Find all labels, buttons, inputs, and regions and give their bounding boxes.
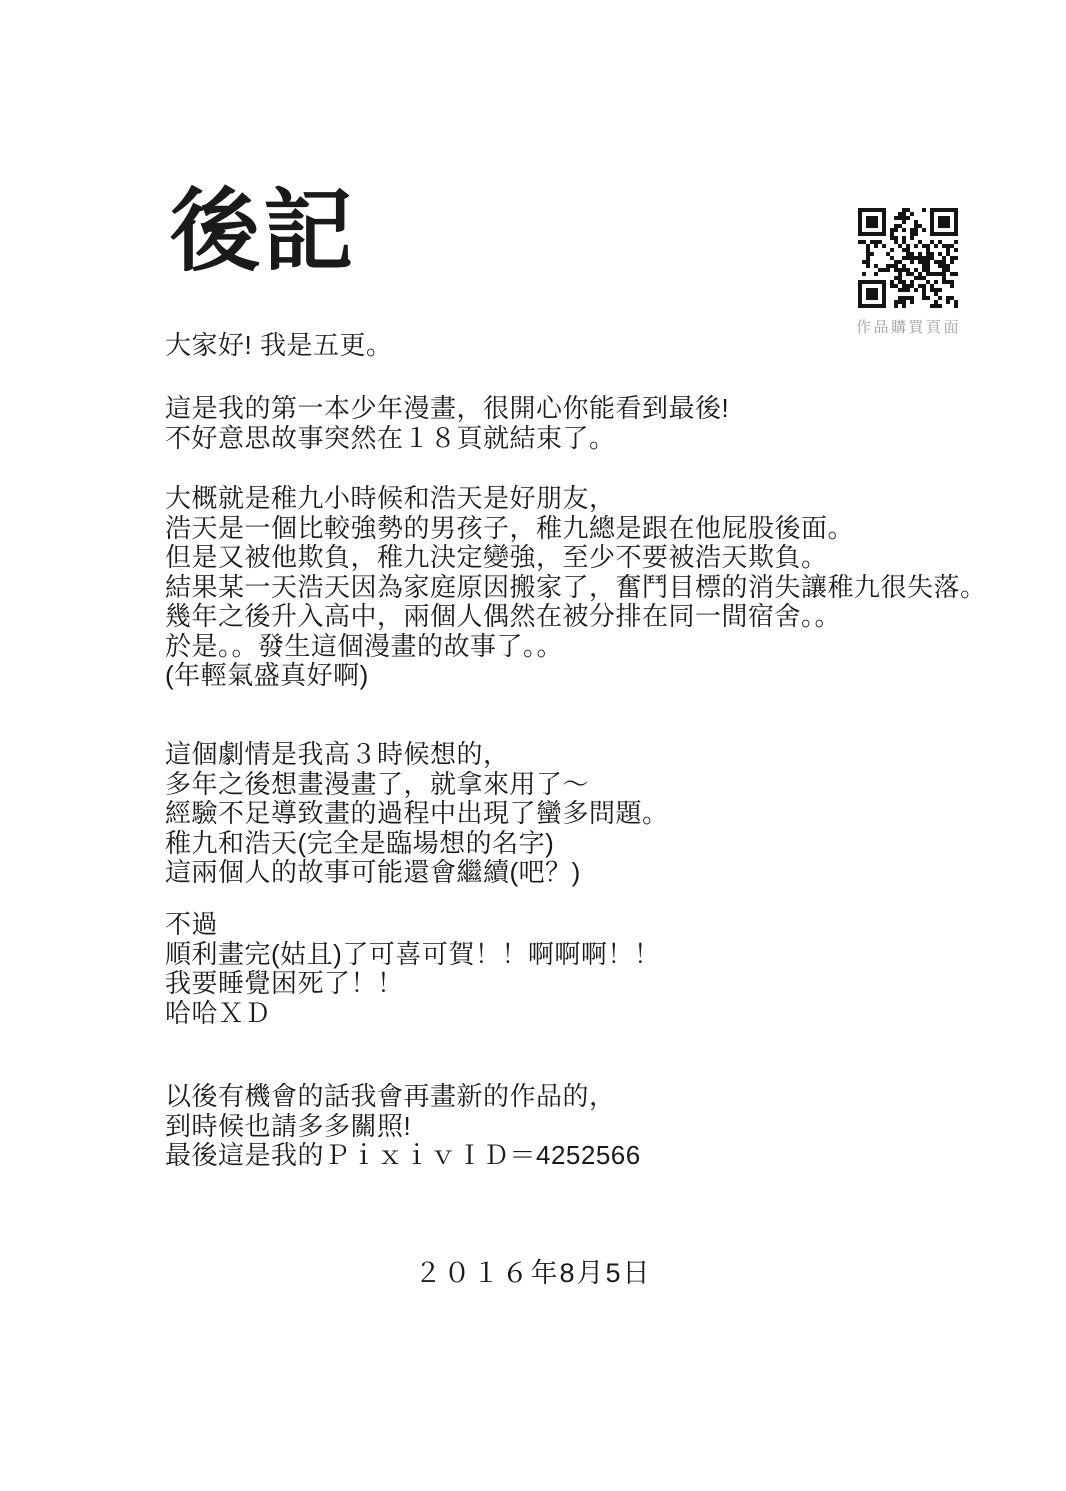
paragraph-relief — [165, 910, 660, 1028]
text-line: 多年之後想畫漫畫了，就拿來用了～ — [165, 768, 590, 799]
text-line: 幾年之後升入高中，兩個人偶然在被分排在同一間宿舍。。 — [165, 601, 842, 631]
paragraph-intro — [165, 394, 729, 453]
page-title: 後記 — [170, 178, 356, 284]
text-line: 我要睡覺困死了！！ — [165, 968, 404, 998]
text-line: 以後有機會的話我會再畫新的作品的， — [165, 1081, 616, 1111]
date-line: ２０１６年8月5日 — [414, 1258, 652, 1288]
qr-code-icon — [858, 208, 958, 308]
text-line: 不好意思故事突然在１８頁就結束了。 — [165, 422, 616, 453]
text-line: 大概就是稚九小時候和浩天是好朋友， — [165, 483, 616, 513]
text-line: 這是我的第一本少年漫畫，很開心你能看到最後! — [165, 393, 730, 423]
text-line: 順利畫完(姑且)了可喜可賀！！啊啊啊！！ — [165, 938, 661, 969]
qr-block — [856, 208, 960, 337]
text-line: 這兩個人的故事可能還會繼續(吧？) — [165, 857, 581, 887]
text-line: (年輕氣盛真好啊) — [165, 660, 369, 690]
text-line: 這個劇情是我高３時候想的， — [165, 739, 510, 769]
paragraph-story-summary — [165, 484, 987, 691]
qr-caption: 作品購買頁面 — [856, 319, 962, 336]
text-line: 浩天是一個比較強勢的男孩子，稚九總是跟在他屁股後面。 — [165, 512, 855, 543]
text-line: 但是又被他欺負，稚九決定變強，至少不要被浩天欺負。 — [165, 542, 828, 572]
paragraph-greeting — [165, 331, 392, 361]
text-line: 經驗不足導致畫的過程中出現了蠻多問題。 — [165, 798, 669, 828]
text-line: 結果某一天浩天因為家庭原因搬家了，奮鬥目標的消失讓稚九很失落。 — [165, 571, 987, 602]
paragraph-background — [165, 740, 669, 888]
paragraph-farewell — [165, 1082, 641, 1171]
text-line: 哈哈ＸＤ — [165, 997, 272, 1028]
text-line: 到時候也請多多關照! — [165, 1110, 412, 1141]
text-line: 大家好! 我是五更。 — [165, 330, 393, 360]
text-line: 於是。。發生這個漫畫的故事了。。 — [165, 630, 564, 661]
text-line: 稚九和浩天(完全是臨場想的名字) — [165, 827, 555, 858]
text-line: 最後這是我的ＰｉｘｉｖＩＤ＝4252566 — [165, 1140, 641, 1170]
text-line: 不過 — [165, 909, 219, 939]
